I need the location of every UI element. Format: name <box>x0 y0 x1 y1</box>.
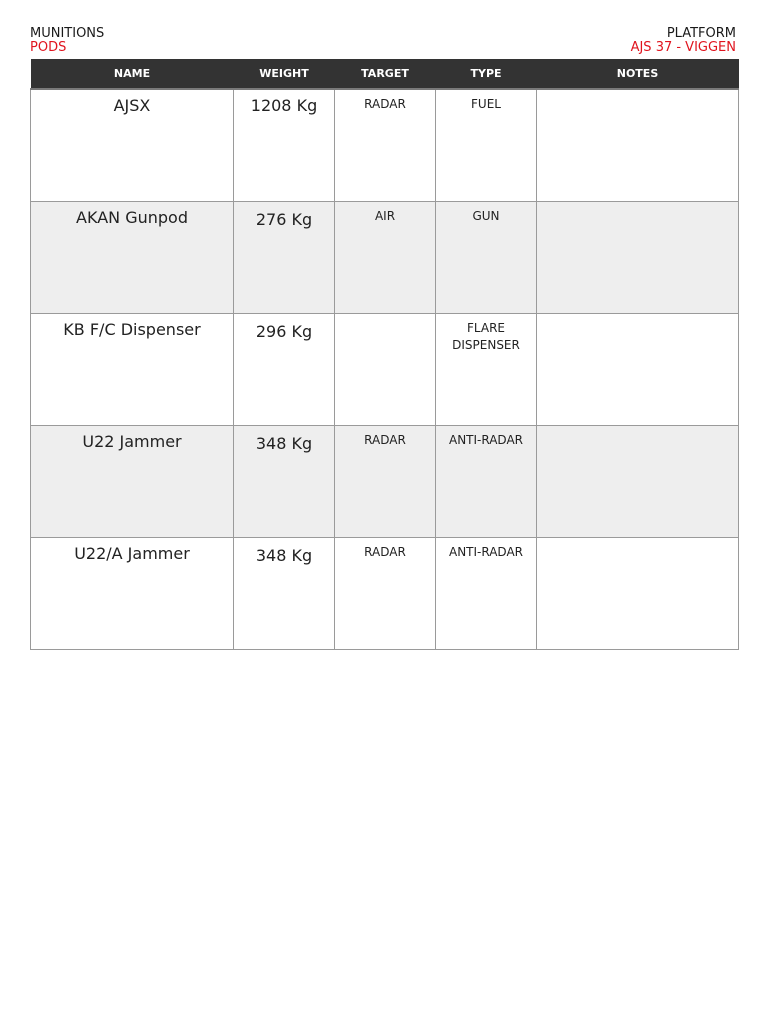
target-cell <box>335 425 436 537</box>
type-cell <box>436 425 537 537</box>
type-cell <box>436 89 537 201</box>
table-row <box>31 537 739 649</box>
target-cell <box>335 537 436 649</box>
target-cell <box>335 89 436 201</box>
munition-name: U22/A Jammer <box>74 543 190 563</box>
name-cell <box>31 425 234 537</box>
notes-cell[interactable] <box>537 201 739 313</box>
notes-cell[interactable] <box>537 537 739 649</box>
column-header-target: TARGET <box>335 59 436 89</box>
name-cell <box>31 313 234 425</box>
table-header-row <box>31 59 739 89</box>
header-right <box>631 27 736 55</box>
munition-name: U22 Jammer <box>82 431 182 451</box>
munitions-label: MUNITIONS <box>30 26 105 41</box>
munition-target: AIR <box>374 208 396 223</box>
notes-cell[interactable] <box>537 313 739 425</box>
munition-target: RADAR <box>364 97 406 111</box>
table-row <box>31 313 739 425</box>
header-left <box>30 27 104 55</box>
notes-cell[interactable] <box>537 425 739 537</box>
type-cell <box>436 537 537 649</box>
type-cell <box>436 313 537 425</box>
munition-weight: 348 Kg <box>255 545 313 565</box>
name-cell <box>31 537 234 649</box>
munition-type: GUN <box>472 208 500 223</box>
name-cell <box>31 201 234 313</box>
munition-type: FUEL <box>471 97 501 111</box>
weight-cell <box>234 201 335 313</box>
munition-type: ANTI-RADAR <box>448 432 524 447</box>
platform-name: AJS 37 - VIGGEN <box>630 40 736 55</box>
column-header-name: NAME <box>31 59 234 89</box>
platform-label: PLATFORM <box>666 26 736 41</box>
munition-type: FLARE DISPENSER <box>452 320 520 352</box>
table-row <box>31 89 739 201</box>
munition-weight: 1208 Kg <box>250 96 318 115</box>
munitions-table <box>30 59 739 650</box>
weight-cell <box>234 425 335 537</box>
munition-weight: 276 Kg <box>255 209 313 229</box>
munition-target: RADAR <box>364 544 406 559</box>
weight-cell <box>234 89 335 201</box>
category-label: PODS <box>30 40 67 55</box>
table-row <box>31 201 739 313</box>
type-cell <box>436 201 537 313</box>
munition-target: RADAR <box>364 432 406 447</box>
target-cell <box>335 201 436 313</box>
table-row <box>31 425 739 537</box>
column-header-notes: NOTES <box>537 59 739 89</box>
name-cell <box>31 89 234 201</box>
target-cell <box>335 313 436 425</box>
column-header-weight: WEIGHT <box>234 59 335 89</box>
column-header-type: TYPE <box>436 59 537 89</box>
munition-name: KB F/C Dispenser <box>63 319 201 339</box>
notes-cell[interactable] <box>537 89 739 201</box>
weight-cell <box>234 313 335 425</box>
munition-name: AJSX <box>113 96 151 115</box>
munition-weight: 296 Kg <box>255 321 313 341</box>
munition-name: AKAN Gunpod <box>76 207 188 227</box>
munition-weight: 348 Kg <box>255 433 313 453</box>
munition-type: ANTI-RADAR <box>448 544 524 559</box>
weight-cell <box>234 537 335 649</box>
